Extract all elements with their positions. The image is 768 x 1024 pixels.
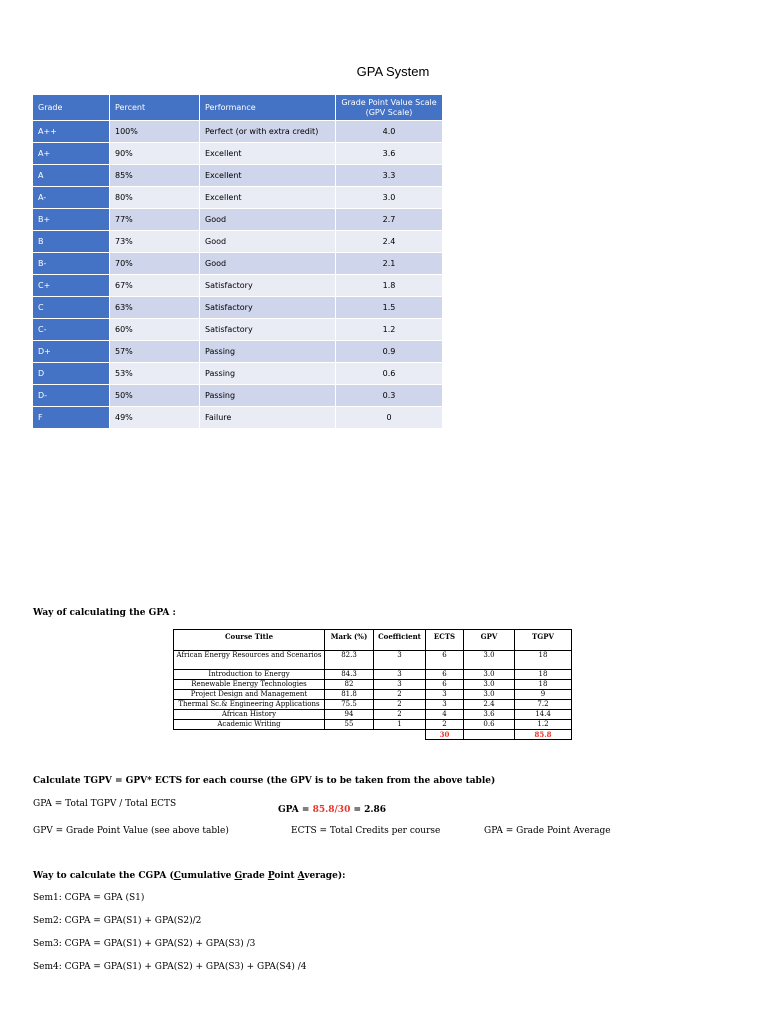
performance-cell: Excellent [200,165,336,187]
grade-row [33,275,443,297]
mark-cell: 94 [325,710,374,720]
grade-row [33,165,443,187]
performance-cell: Failure [200,407,336,429]
grade-row [33,121,443,143]
performance-cell: Passing [200,363,336,385]
ects-cell: 4 [426,710,464,720]
cgpa-letter-c: C [173,871,181,881]
gpa-result-fraction: 85.8/30 [312,805,351,815]
grade-cell: D [33,363,110,385]
gpa-result-suffix: = 2.86 [350,805,387,815]
grade-cell: A- [33,187,110,209]
total-spacer [174,730,325,740]
performance-cell: Good [200,209,336,231]
tgpv-cell: 18 [515,680,572,690]
course-title-cell: African History [174,710,325,720]
grade-table-body [33,121,443,429]
tgpv-cell: 7.2 [515,700,572,710]
percent-cell: 67% [110,275,200,297]
gpv-cell: 2.7 [336,209,443,231]
coefficient-cell: 2 [374,690,426,700]
percent-cell: 49% [110,407,200,429]
percent-cell: 50% [110,385,200,407]
performance-cell: Passing [200,341,336,363]
gpa-definition: GPA = Grade Point Average [484,826,611,836]
gpv-cell: 2.4 [464,700,515,710]
gpv-cell: 2.1 [336,253,443,275]
cgpa-sem1: Sem1: CGPA = GPA (S1) [33,893,145,903]
performance-cell: Good [200,231,336,253]
way-of-calculating-label: Way of calculating the GPA : [33,608,176,618]
ects-cell: 6 [426,680,464,690]
course-example-table [173,629,572,740]
grade-cell: A [33,165,110,187]
course-title-cell: Renewable Energy Technologies [174,680,325,690]
gpv-cell: 3.0 [464,680,515,690]
grade-row [33,209,443,231]
course-row [174,651,572,670]
course-row [174,700,572,710]
gpv-cell: 0.6 [336,363,443,385]
performance-cell: Satisfactory [200,297,336,319]
course-title-cell: Introduction to Energy [174,670,325,680]
percent-cell: 73% [110,231,200,253]
grade-cell: B+ [33,209,110,231]
total-tgpv: 85.8 [515,730,572,740]
cgpa-word-a: verage [304,871,338,881]
coefficient-cell: 3 [374,680,426,690]
grade-row [33,231,443,253]
ects-cell: 2 [426,720,464,730]
grade-cell: D- [33,385,110,407]
grade-column-header: Grade [33,95,110,121]
mark-cell: 82.3 [325,651,374,670]
grade-cell: B [33,231,110,253]
coefficient-cell: 2 [374,700,426,710]
tgpv-cell: 18 [515,670,572,680]
coefficient-cell: 1 [374,720,426,730]
percent-cell: 53% [110,363,200,385]
ects-cell: 6 [426,651,464,670]
tgpv-header: TGPV [515,630,572,651]
total-gpv-empty [464,730,515,740]
percent-cell: 63% [110,297,200,319]
calc-tgpv-instruction: Calculate TGPV = GPV* ECTS for each course (the GPV is to be taken from the above table) [33,776,496,786]
performance-cell: Good [200,253,336,275]
coefficient-header: Coefficient [374,630,426,651]
grade-row [33,297,443,319]
gpv-cell: 3.0 [336,187,443,209]
mark-cell: 82 [325,680,374,690]
grade-row [33,187,443,209]
ects-cell: 6 [426,670,464,680]
total-spacer [374,730,426,740]
cgpa-word-p: oint [274,871,298,881]
gpv-header: GPV [464,630,515,651]
percent-cell: 80% [110,187,200,209]
course-title-cell: Academic Writing [174,720,325,730]
performance-cell: Satisfactory [200,275,336,297]
cgpa-word-c: umulative [180,871,235,881]
gpv-cell: 3.6 [464,710,515,720]
total-spacer [325,730,374,740]
performance-cell: Passing [200,385,336,407]
grade-cell: C [33,297,110,319]
grade-scale-table [32,94,443,429]
grade-cell: C+ [33,275,110,297]
gpv-cell: 2.4 [336,231,443,253]
course-table-body [174,651,572,730]
course-row [174,710,572,720]
course-title-cell: Project Design and Management [174,690,325,700]
gpv-cell: 3.6 [336,143,443,165]
gpv-cell: 3.0 [464,670,515,680]
mark-cell: 55 [325,720,374,730]
gpv-cell: 1.5 [336,297,443,319]
grade-cell: C- [33,319,110,341]
grade-row [33,363,443,385]
performance-cell: Excellent [200,143,336,165]
performance-cell: Satisfactory [200,319,336,341]
gpv-column-header [336,95,443,121]
cgpa-heading-prefix: Way to calculate the CGPA ( [33,871,174,881]
course-title-cell: African Energy Resources and Scenarios [174,651,325,670]
gpv-definition: GPV = Grade Point Value (see above table) [33,826,229,836]
gpv-header-line2: (GPV Scale) [365,107,413,117]
coefficient-cell: 2 [374,710,426,720]
cgpa-heading-suffix: ): [337,871,346,881]
percent-column-header: Percent [110,95,200,121]
ects-definition: ECTS = Total Credits per course [291,826,441,836]
gpv-cell: 1.8 [336,275,443,297]
percent-cell: 100% [110,121,200,143]
grade-cell: D+ [33,341,110,363]
gpv-cell: 3.0 [464,651,515,670]
gpv-cell: 1.2 [336,319,443,341]
course-table-header-row [174,630,572,651]
cgpa-sem2: Sem2: CGPA = GPA(S1) + GPA(S2)/2 [33,916,202,926]
performance-cell: Excellent [200,187,336,209]
course-title-cell: Thermal Sc.& Engineering Applications [174,700,325,710]
grade-row [33,253,443,275]
gpa-result-prefix: GPA = [278,805,313,815]
grade-row [33,319,443,341]
mark-cell: 75.5 [325,700,374,710]
gpv-cell: 3.0 [464,690,515,700]
grade-row [33,407,443,429]
tgpv-cell: 9 [515,690,572,700]
tgpv-cell: 18 [515,651,572,670]
gpv-cell: 0.9 [336,341,443,363]
ects-header: ECTS [426,630,464,651]
gpa-result [278,805,386,815]
ects-cell: 3 [426,700,464,710]
cgpa-letter-g: G [234,871,243,881]
grade-cell: F [33,407,110,429]
tgpv-cell: 14.4 [515,710,572,720]
performance-column-header: Performance [200,95,336,121]
grade-row [33,341,443,363]
gpv-cell: 4.0 [336,121,443,143]
cgpa-heading [33,871,345,881]
cgpa-sem4: Sem4: CGPA = GPA(S1) + GPA(S2) + GPA(S3) + GPA(S4) /4 [33,962,307,972]
page-title: GPA System [356,64,430,79]
percent-cell: 85% [110,165,200,187]
gpv-header-line1: Grade Point Value Scale [341,97,437,107]
course-title-header: Course Title [174,630,325,651]
mark-header: Mark (%) [325,630,374,651]
course-row [174,720,572,730]
total-ects: 30 [426,730,464,740]
grade-table-header-row [33,95,443,121]
gpv-cell: 0 [336,407,443,429]
grade-cell: B- [33,253,110,275]
percent-cell: 90% [110,143,200,165]
performance-cell: Perfect (or with extra credit) [200,121,336,143]
percent-cell: 77% [110,209,200,231]
cgpa-letter-a: A [297,871,305,881]
percent-cell: 60% [110,319,200,341]
grade-row [33,143,443,165]
course-row [174,680,572,690]
gpv-cell: 0.6 [464,720,515,730]
course-total-row [174,730,572,740]
grade-cell: A+ [33,143,110,165]
cgpa-letter-p: P [267,871,275,881]
gpv-cell: 0.3 [336,385,443,407]
grade-row [33,385,443,407]
course-row [174,690,572,700]
grade-cell: A++ [33,121,110,143]
mark-cell: 84.3 [325,670,374,680]
ects-cell: 3 [426,690,464,700]
tgpv-cell: 1.2 [515,720,572,730]
cgpa-sem3: Sem3: CGPA = GPA(S1) + GPA(S2) + GPA(S3) /3 [33,939,256,949]
cgpa-word-g: rade [242,871,268,881]
course-row [174,670,572,680]
coefficient-cell: 3 [374,670,426,680]
percent-cell: 57% [110,341,200,363]
gpa-formula: GPA = Total TGPV / Total ECTS [33,799,177,809]
gpv-cell: 3.3 [336,165,443,187]
mark-cell: 81.8 [325,690,374,700]
coefficient-cell: 3 [374,651,426,670]
percent-cell: 70% [110,253,200,275]
